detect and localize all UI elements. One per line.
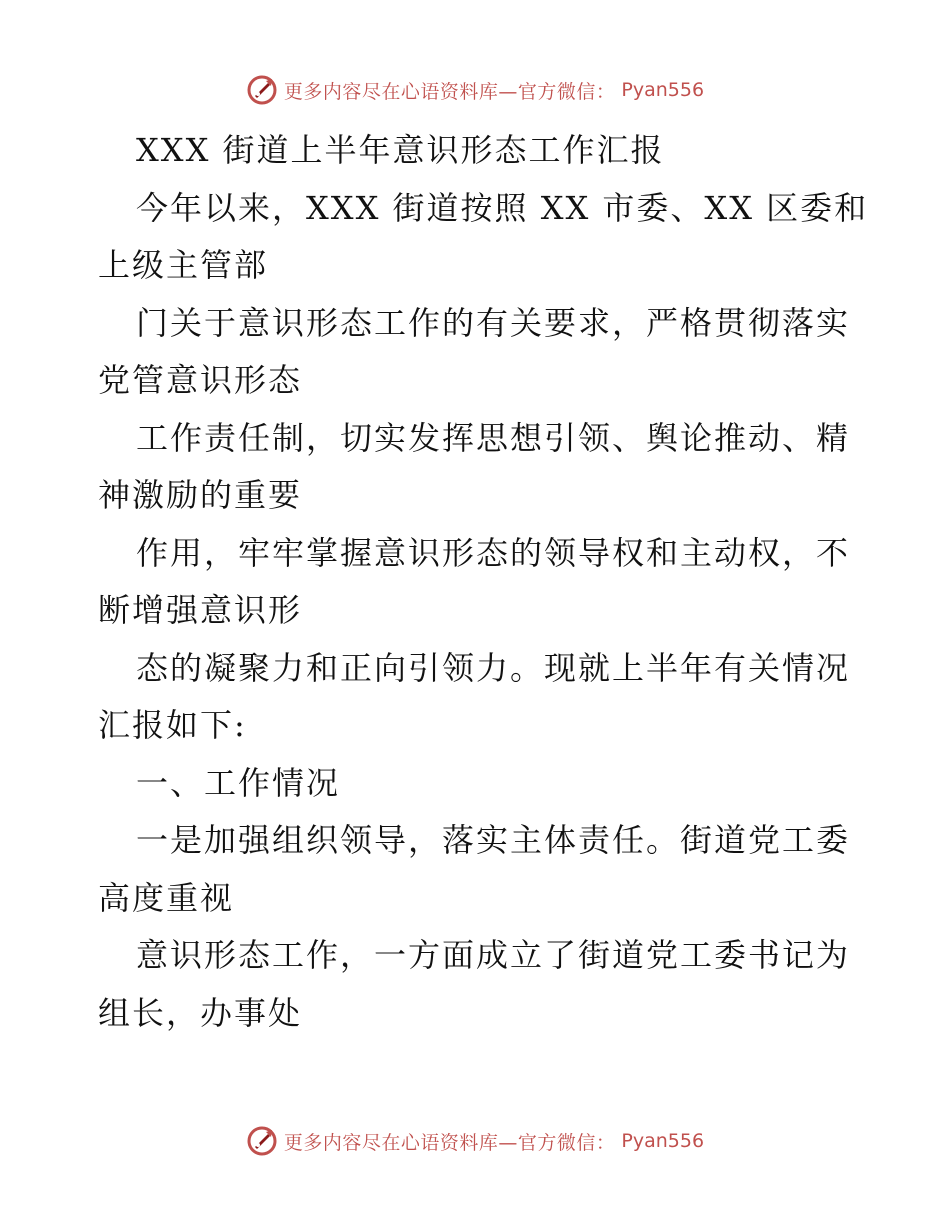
text-line: 党管意识形态 [98, 361, 303, 399]
text-line: 汇报如下: [98, 706, 247, 744]
banner-text: 更多内容尽在心语资料库—官方微信： [283, 80, 616, 103]
text-line: 一、工作情况 [136, 763, 341, 802]
text-line: 作用，牢牢掌握意识形态的领导权和主动权，不 [136, 533, 851, 572]
banner-wechat-id: Pyan556 [621, 79, 705, 101]
text-line: 组长，办事处 [98, 993, 303, 1032]
text-line: 门关于意识形态工作的有关要求，严格贯彻落实 [136, 303, 851, 342]
text-line: 上级主管部 [98, 246, 269, 284]
text-line: 态的凝聚力和正向引领力。现就上半年有关情况 [136, 648, 851, 687]
quill-seal-icon [246, 74, 278, 106]
text-line: XXX 街道上半年意识形态工作汇报 [136, 131, 665, 169]
document-body [98, 122, 869, 1042]
header-banner [0, 72, 950, 108]
text-line: 意识形态工作，一方面成立了街道党工委书记为 [136, 936, 851, 974]
text-line: 一是加强组织领导，落实主体责任。街道党工委 [136, 821, 851, 859]
text-line: 高度重视 [98, 878, 235, 917]
text-line: 神激励的重要 [98, 476, 303, 514]
text-line: 今年以来，XXX 街道按照 XX 市委、XX 区委和 [136, 188, 869, 227]
banner-text: 更多内容尽在心语资料库—官方微信： [283, 1131, 616, 1154]
footer-banner [0, 1123, 950, 1159]
text-line: 工作责任制，切实发挥思想引领、舆论推动、精 [136, 418, 851, 457]
quill-seal-icon [246, 1125, 278, 1157]
text-line: 断增强意识形 [98, 591, 303, 629]
banner-wechat-id: Pyan556 [621, 1130, 705, 1152]
